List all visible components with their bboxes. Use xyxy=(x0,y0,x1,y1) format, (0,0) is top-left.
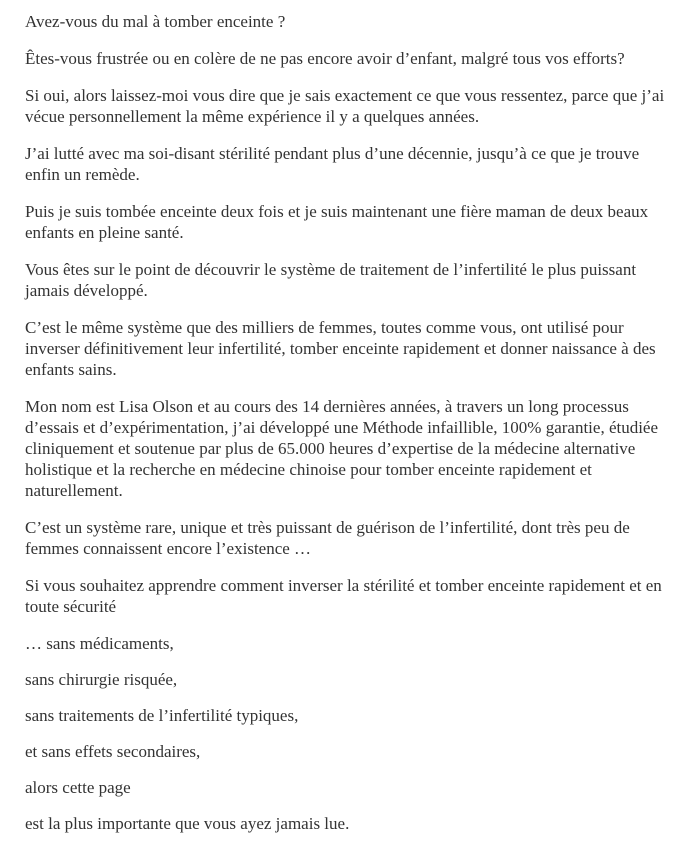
paragraph-6: Vous êtes sur le point de découvrir le système de traitement de l’infertilité le plus puissant jamais développé. xyxy=(25,260,637,300)
paragraph-3: Si oui, alors laissez-moi vous dire que je sais exactement ce que vous ressentez, parce que j’ai vécue personnellement la même expérience il y a quelques années. xyxy=(25,86,665,126)
paragraph-4: J’ai lutté avec ma soi-disant stérilité pendant plus d’une décennie, jusqu’à ce que je trouve enfin un remède. xyxy=(25,144,640,184)
article-body xyxy=(25,11,675,849)
paragraph-16: est la plus importante que vous ayez jamais lue. xyxy=(25,814,350,833)
paragraph-15: alors cette page xyxy=(25,778,131,797)
paragraph-12: sans chirurgie risquée, xyxy=(25,670,178,689)
paragraph-11: … sans médicaments, xyxy=(25,634,174,653)
paragraph-9: C’est un système rare, unique et très puissant de guérison de l’infertilité, dont très peu de femmes connaissent encore l’existence … xyxy=(25,518,630,558)
paragraph-7: C’est le même système que des milliers de femmes, toutes comme vous, ont utilisé pour inverser définitivement leur infertilité, tomber enceinte rapidement et donner naissance à des enfants sains. xyxy=(25,318,656,379)
paragraph-13: sans traitements de l’infertilité typiques, xyxy=(25,706,299,725)
paragraph-14: et sans effets secondaires, xyxy=(25,742,201,761)
paragraph-5: Puis je suis tombée enceinte deux fois et je suis maintenant une fière maman de deux beaux enfants en pleine santé. xyxy=(25,202,649,242)
paragraph-2: Êtes-vous frustrée ou en colère de ne pas encore avoir d’enfant, malgré tous vos efforts? xyxy=(25,49,625,68)
paragraph-8: Mon nom est Lisa Olson et au cours des 14 dernières années, à travers un long processus d’essais et d’expérimentation, j’ai développé une Méthode infaillible, 100% garantie, étudiée cliniquement et soutenue par plus de 65.000 heures d’expertise de la médecine alternative holistique et la recherche en médecine chinoise pour tomber enceinte rapidement et naturellement. xyxy=(25,397,659,500)
paragraph-1: Avez-vous du mal à tomber enceinte ? xyxy=(25,12,286,31)
paragraph-10: Si vous souhaitez apprendre comment inverser la stérilité et tomber enceinte rapidement et en toute sécurité xyxy=(25,576,662,616)
